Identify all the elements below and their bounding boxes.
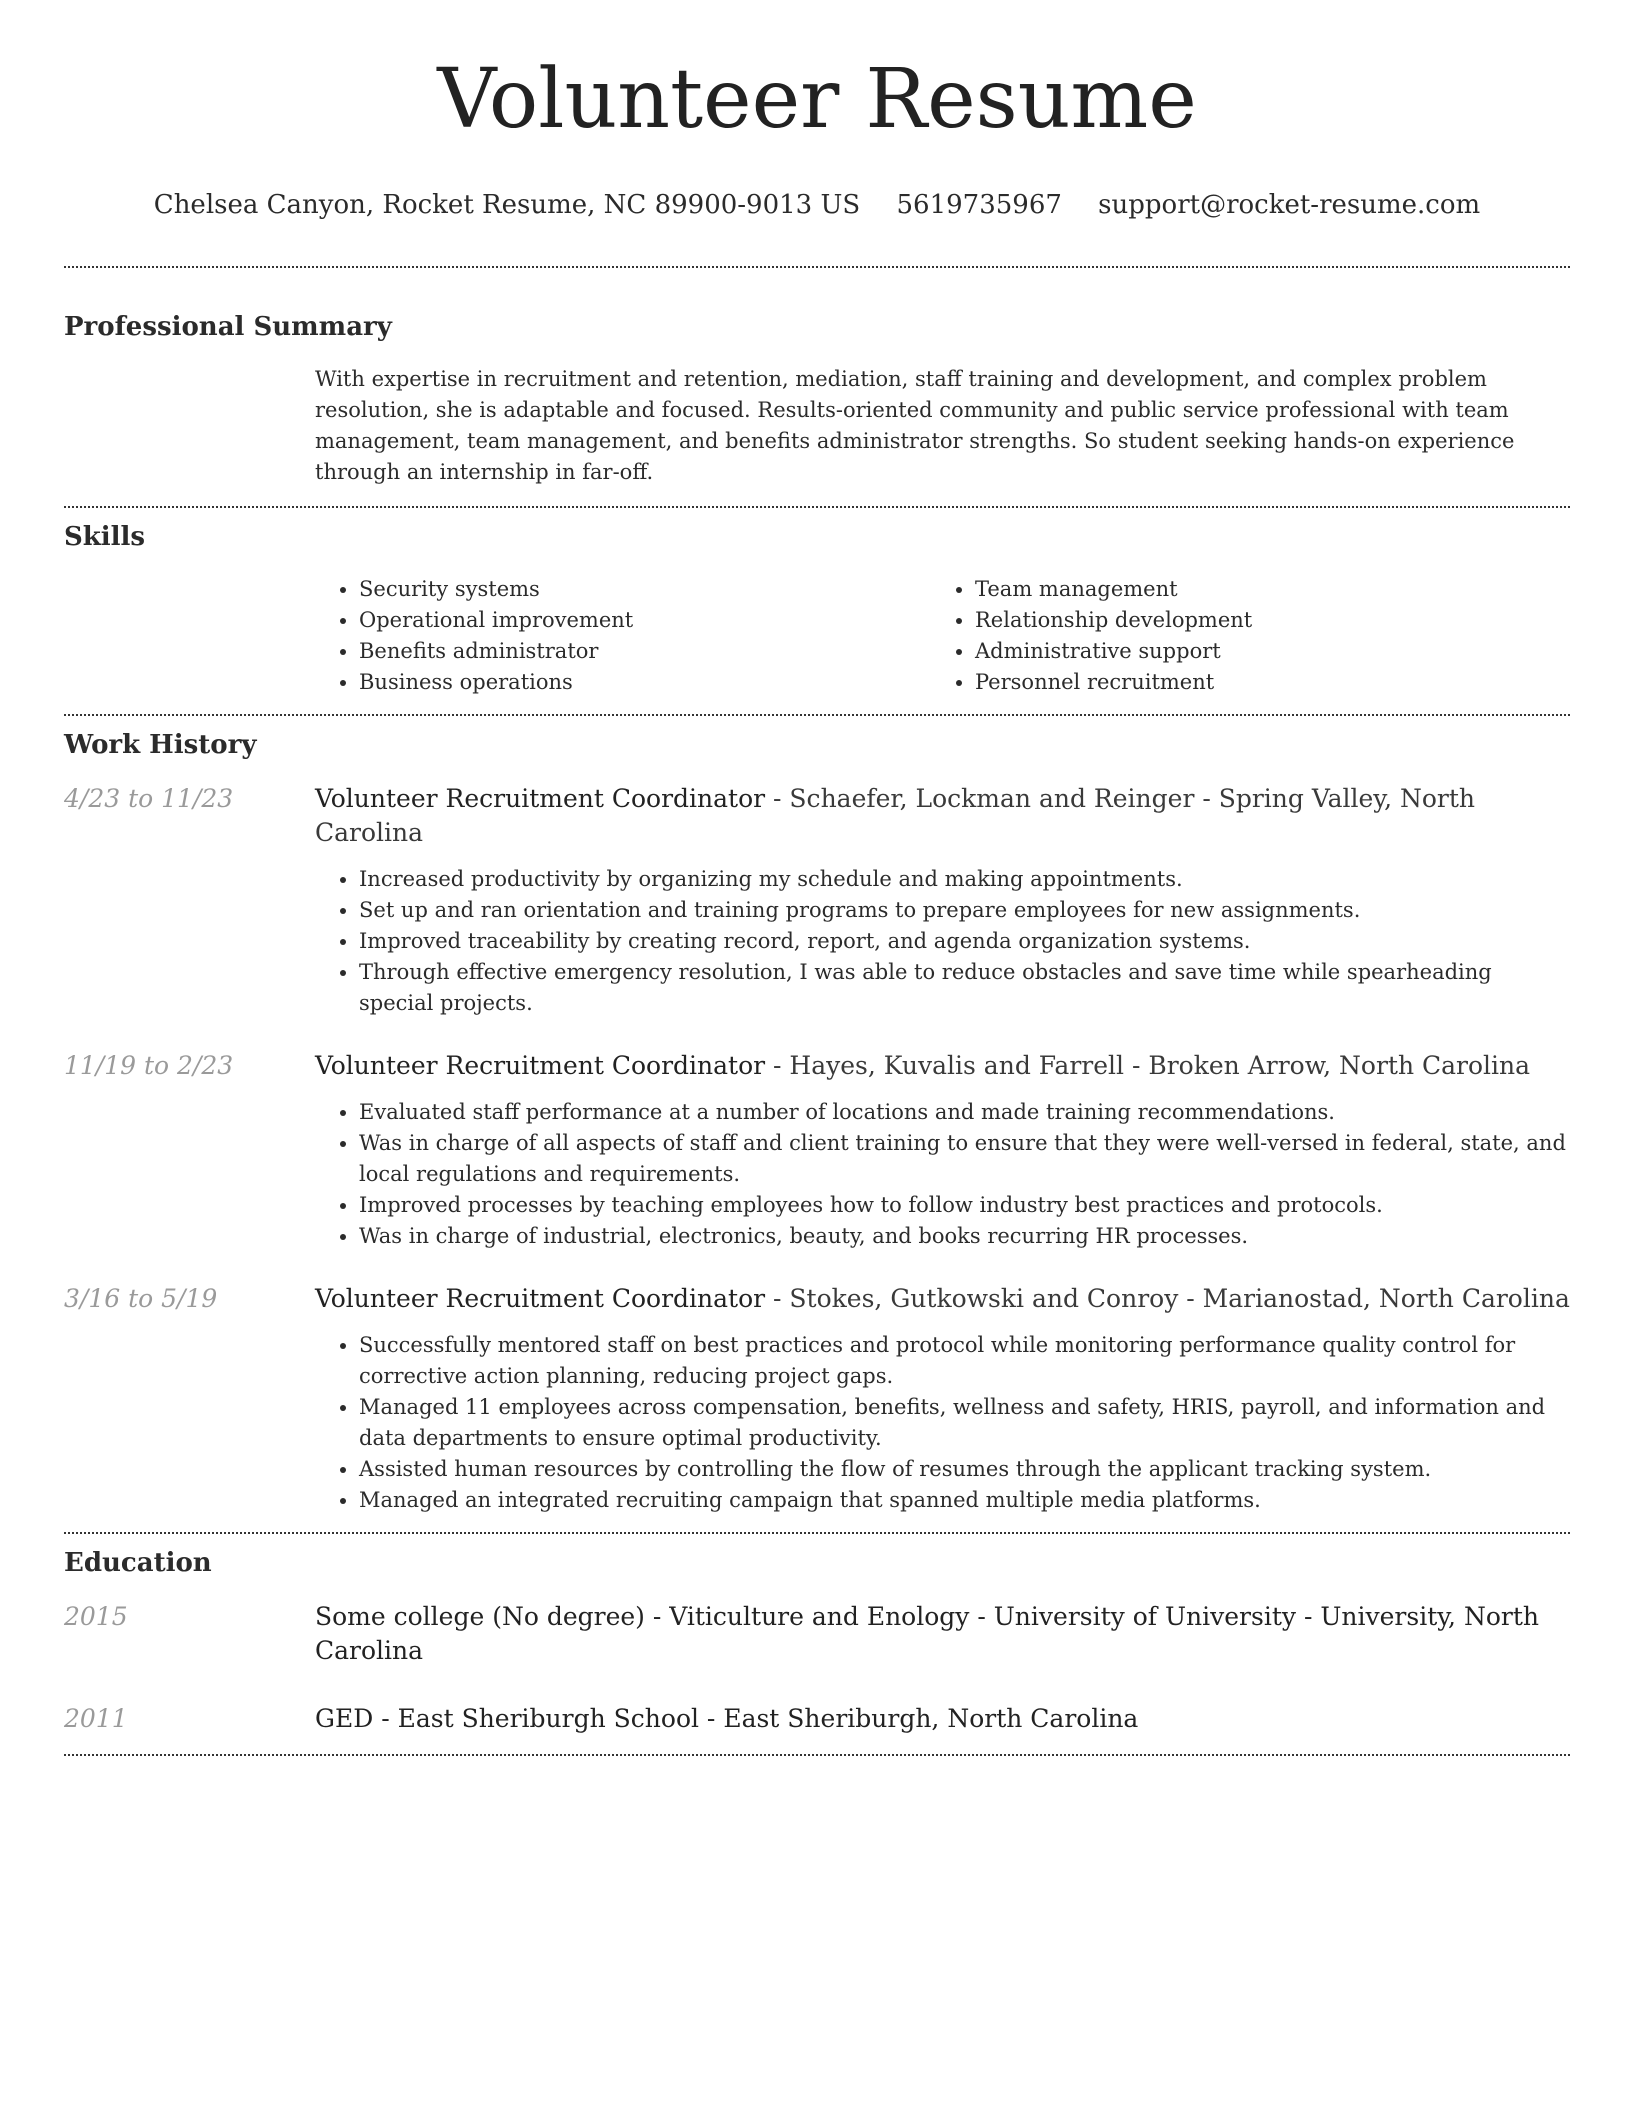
list-item: • Assisted human resources by controlling the flow of resumes through the applicant tracking system.: [359, 1454, 1570, 1485]
list-item: • Team management: [975, 574, 1547, 605]
education-year: 2011: [64, 1704, 128, 1733]
section-divider: [64, 1532, 1570, 1534]
resume-title: Volunteer Resume: [437, 52, 1197, 147]
job-heading: [315, 1282, 1570, 1316]
section-divider: [64, 266, 1570, 268]
resume-page: [64, 0, 1570, 1756]
education-heading: Education: [64, 1548, 212, 1578]
job-employer-location: - Hayes, Kuvalis and Farrell - Broken Arrow, North Carolina: [765, 1051, 1531, 1080]
section-divider: [64, 506, 1570, 508]
list-item: • Was in charge of industrial, electronics, beauty, and books recurring HR processes.: [359, 1221, 1570, 1252]
work-heading: Work History: [64, 730, 257, 760]
education-year: 2015: [64, 1602, 128, 1631]
list-item: • Relationship development: [975, 605, 1547, 636]
contact-line: [64, 188, 1570, 222]
job-entry: [64, 782, 1570, 1019]
list-item: • Through effective emergency resolution, I was able to reduce obstacles and save time while spearheading special projects.: [359, 957, 1570, 1019]
skills-heading: Skills: [64, 522, 146, 552]
list-item: • Personnel recruitment: [975, 667, 1547, 698]
job-dates: 4/23 to 11/23: [64, 784, 234, 813]
job-heading: [315, 1049, 1570, 1083]
list-item: • Was in charge of all aspects of staff and client training to ensure that they were well-versed in federal, state, and local regulations and requirements.: [359, 1128, 1570, 1190]
list-item: • Benefits administrator: [359, 636, 931, 667]
list-item: • Successfully mentored staff on best practices and protocol while monitoring performance quality control for corrective action planning, reducing project gaps.: [359, 1330, 1570, 1392]
contact-phone: 5619735967: [896, 190, 1062, 220]
summary-section: [64, 310, 1570, 488]
job-role: Volunteer Recruitment Coordinator: [315, 1051, 766, 1080]
list-item: • Operational improvement: [359, 605, 931, 636]
job-employer-location: - Stokes, Gutkowski and Conroy - Marianostad, North Carolina: [765, 1284, 1570, 1313]
job-employer-location: - Schaefer, Lockman and Reinger - Spring Valley, North Carolina: [315, 784, 1476, 847]
education-details: Some college (No degree) - Viticulture and Enology - University of University - University, North Carolina: [315, 1602, 1539, 1665]
skills-list-left: [315, 574, 931, 698]
job-role: Volunteer Recruitment Coordinator: [315, 1284, 766, 1313]
contact-email: support@rocket-resume.com: [1098, 190, 1481, 220]
job-heading: [315, 782, 1570, 850]
summary-heading: Professional Summary: [64, 312, 392, 342]
job-dates: 11/19 to 2/23: [64, 1051, 234, 1080]
list-item: • Business operations: [359, 667, 931, 698]
skills-section: [64, 520, 1570, 698]
job-bullets: [315, 864, 1570, 1019]
job-bullets: [315, 1097, 1570, 1252]
job-bullets: [315, 1330, 1570, 1516]
contact-address: Chelsea Canyon, Rocket Resume, NC 89900-9013 US: [153, 190, 861, 220]
summary-text: With expertise in recruitment and retention, mediation, staff training and development, and complex problem resolution, she is adaptable and focused. Results-oriented community and public service professional with team management, team management, and benefits administrator strengths. So student seeking hands-on experience through an internship in far-off.: [315, 367, 1515, 484]
skills-list-right: [931, 574, 1547, 698]
list-item: • Managed 11 employees across compensation, benefits, wellness and safety, HRIS, payroll, and information and data departments to ensure optimal productivity.: [359, 1392, 1570, 1454]
section-divider: [64, 1754, 1570, 1756]
education-section: [64, 1546, 1570, 1736]
section-divider: [64, 714, 1570, 716]
education-details: GED - East Sheriburgh School - East Sheriburgh, North Carolina: [315, 1704, 1139, 1733]
list-item: • Improved traceability by creating record, report, and agenda organization systems.: [359, 926, 1570, 957]
work-section: [64, 728, 1570, 1516]
list-item: • Evaluated staff performance at a number of locations and made training recommendations.: [359, 1097, 1570, 1128]
job-entry: [64, 1049, 1570, 1252]
list-item: • Increased productivity by organizing my schedule and making appointments.: [359, 864, 1570, 895]
education-entry: [64, 1702, 1570, 1736]
list-item: • Security systems: [359, 574, 931, 605]
list-item: • Improved processes by teaching employees how to follow industry best practices and protocols.: [359, 1190, 1570, 1221]
list-item: • Administrative support: [975, 636, 1547, 667]
list-item: • Managed an integrated recruiting campaign that spanned multiple media platforms.: [359, 1485, 1570, 1516]
job-entry: [64, 1282, 1570, 1516]
education-list: [64, 1600, 1570, 1736]
job-dates: 3/16 to 5/19: [64, 1284, 218, 1313]
jobs-list: [64, 782, 1570, 1516]
job-role: Volunteer Recruitment Coordinator: [315, 784, 766, 813]
education-entry: [64, 1600, 1570, 1668]
list-item: • Set up and ran orientation and training programs to prepare employees for new assignments.: [359, 895, 1570, 926]
